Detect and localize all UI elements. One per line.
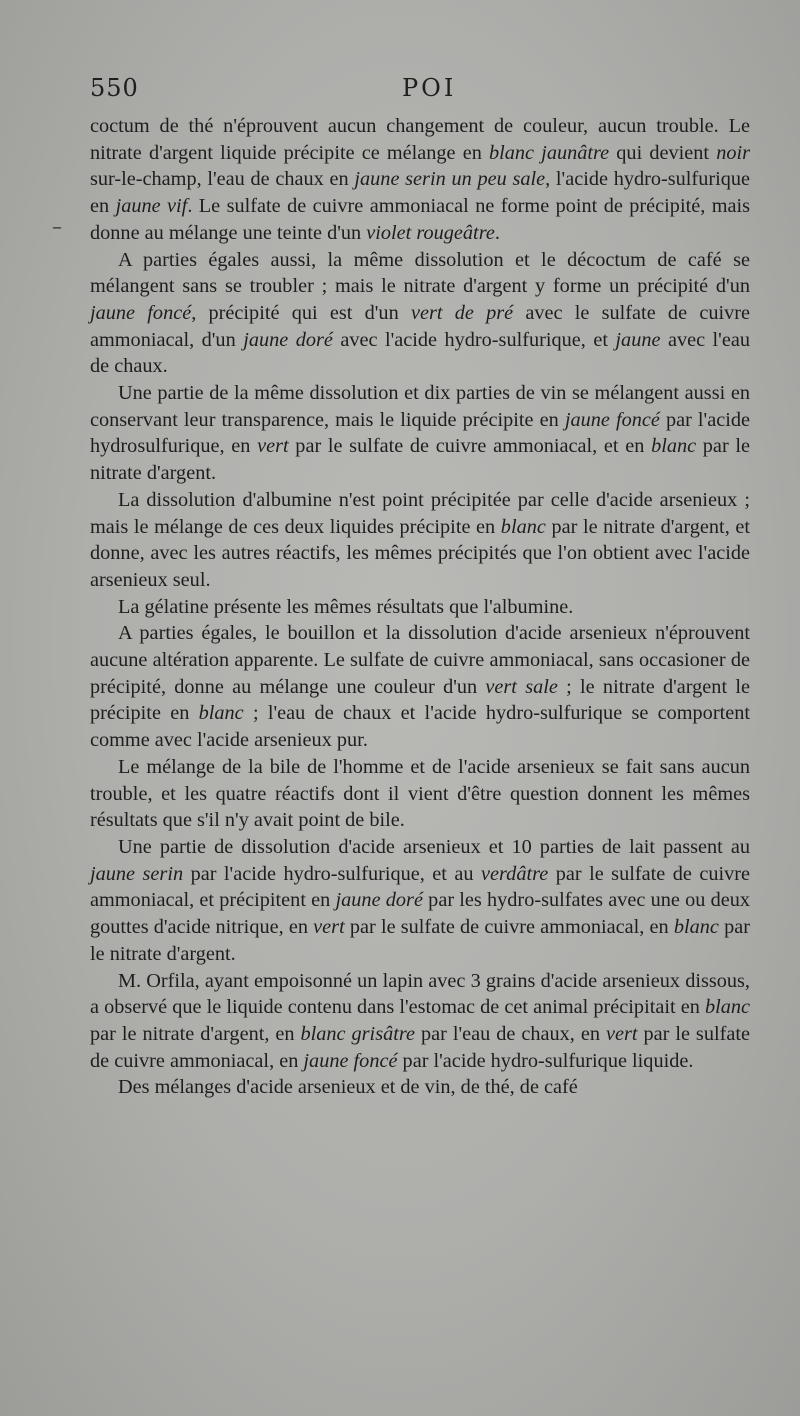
text-run: par le sulfate de cuivre ammoniacal, et en	[288, 435, 652, 458]
italic-run: vert sale	[485, 675, 558, 698]
paragraph	[90, 754, 750, 834]
paragraph	[90, 620, 750, 754]
italic-run: jaune serin un peu sale	[354, 168, 546, 191]
text-run: Une partie de la même dissolution et dix parties de vin se mélangent aussi en conservant leur transparence, mais le liquide précipite en	[90, 382, 750, 431]
italic-run: vert	[313, 916, 345, 939]
text-run: Le mélange de la bile de l'homme et de l'acide arsenieux se fait sans aucun trouble, et les quatre réactifs dont il vient d'être question donnent les mêmes résultats que s'il n'y avait point de bile.	[90, 755, 750, 832]
italic-run: blanc	[651, 435, 697, 458]
italic-run: jaune serin	[90, 862, 184, 885]
italic-run: jaune	[615, 328, 661, 351]
text-run: par l'eau de chaux, en	[415, 1022, 606, 1045]
italic-run: blanc grisâtre	[300, 1022, 416, 1045]
paragraph	[90, 594, 750, 621]
text-run: avec l'acide hydro-sulfurique, et	[332, 328, 616, 351]
italic-run: vert de pré	[410, 301, 514, 324]
italic-run: blanc	[500, 515, 546, 538]
text-run: par le sulfate de cuivre ammoniacal, et précipitent en	[90, 862, 750, 912]
text-run: , l'acide hydro-sulfurique en	[90, 168, 751, 218]
text-run: par l'acide hydro-sulfurique, et au	[183, 862, 482, 885]
italic-run: violet rougeâtre	[366, 221, 495, 244]
page-header	[90, 74, 750, 108]
italic-run: jaune foncé	[303, 1049, 398, 1072]
text-run: A parties égales aussi, la même dissolution et le décoctum de café se mélangent sans se troubler ; mais le nitrate d'argent y forme un précipité d'un	[90, 248, 750, 298]
italic-run: jaune foncé	[564, 408, 660, 431]
italic-run: jaune foncé	[90, 301, 192, 324]
text-run: par le nitrate d'argent.	[90, 916, 750, 965]
text-run: par les hydro-sulfates avec une ou deux gouttes d'acide nitrique, en	[90, 889, 751, 939]
text-run: coctum de thé n'éprouvent aucun changement de couleur, aucun trouble. Le nitrate d'argent liquide précipite ce mélange en	[90, 115, 750, 164]
italic-run: verdâtre	[481, 862, 549, 885]
text-run: par le nitrate d'argent, et donne, avec les autres réactifs, les mêmes précipités que l'on obtient avec l'acide arsenieux seul.	[90, 515, 750, 591]
text-run: Une partie de dissolution d'acide arsenieux et 10 parties de lait passent au	[118, 835, 750, 858]
paragraph	[90, 834, 750, 968]
text-run: qui devient	[609, 141, 717, 164]
text-run: La dissolution d'albumine n'est point précipitée par celle d'acide arsenieux ; mais le mélange de ces deux liquides précipite en	[90, 488, 750, 538]
text-run: La gélatine présente les mêmes résultats que l'albumine.	[118, 595, 574, 618]
paragraph	[90, 968, 750, 1075]
italic-run: blanc	[704, 996, 750, 1019]
text-run: avec l'eau de chaux.	[90, 328, 750, 378]
text-run: M. Orfila, ayant empoisonné un lapin avec 3 grains d'acide arsenieux dissous, a observé que le liquide contenu dans l'estomac de cet animal précipitait en	[90, 969, 750, 1019]
text-run: par le nitrate d'argent.	[90, 435, 751, 485]
text-run: .	[494, 221, 500, 244]
margin-mark: –	[52, 214, 62, 238]
italic-run: vert	[605, 1022, 638, 1045]
text-run: par le nitrate d'argent, en	[90, 1022, 301, 1045]
italic-run: blanc	[673, 916, 719, 939]
text-run: A parties égales, le bouillon et la dissolution d'acide arsenieux n'éprouvent aucune altération apparente. Le sulfate de cuivre ammoniacal, sans occasioner de précipité, donne au mélange une couleur d'un	[90, 622, 750, 698]
italic-run: blanc	[198, 702, 244, 725]
italic-run: blanc jaunâtre	[488, 141, 610, 164]
text-run: par le sulfate de cuivre ammoniacal, en	[90, 1022, 750, 1072]
paragraph	[90, 113, 750, 247]
paragraph	[90, 487, 750, 594]
italic-run: jaune doré	[335, 889, 423, 912]
text-run: par l'acide hydro-sulfurique liquide.	[397, 1049, 694, 1072]
text-run: , précipité qui est d'un	[191, 301, 411, 324]
body-text	[90, 113, 750, 1101]
text-run: par le sulfate de cuivre ammoniacal, en	[344, 916, 674, 939]
paragraph	[90, 1074, 750, 1101]
running-head: POI	[402, 74, 457, 102]
paragraph	[90, 380, 750, 487]
text-run: Des mélanges d'acide arsenieux et de vin, de thé, de café	[118, 1076, 578, 1099]
text-run: par l'acide hydrosulfurique, en	[90, 408, 750, 458]
italic-run: vert	[257, 435, 289, 458]
text-run: ; l'eau de chaux et l'acide hydro-sulfurique se comportent comme avec l'acide arsenieux pur.	[90, 702, 750, 752]
text-run: . Le sulfate de cuivre ammoniacal ne forme point de précipité, mais donne au mélange une teinte d'un	[90, 195, 750, 244]
text-run: ; le nitrate d'argent le précipite en	[90, 675, 750, 725]
text-run: sur-le-champ, l'eau de chaux en	[90, 168, 355, 191]
paragraph	[90, 247, 750, 381]
text-run: avec le sulfate de cuivre ammoniacal, d'un	[90, 301, 750, 351]
italic-run: noir	[716, 141, 750, 164]
italic-run: jaune vif	[115, 195, 188, 218]
page-number: 550	[90, 74, 139, 102]
italic-run: jaune doré	[243, 328, 333, 351]
